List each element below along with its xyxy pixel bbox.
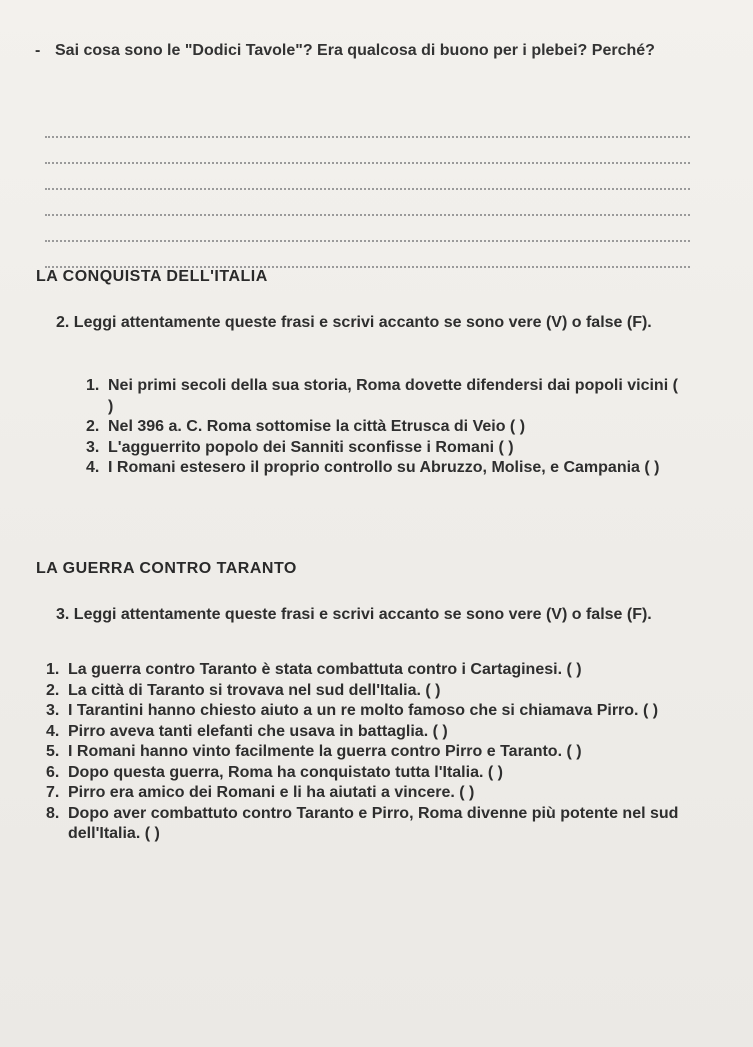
answer-lines[interactable] (45, 112, 690, 268)
list-item[interactable]: 3. I Tarantini hanno chiesto aiuto a un re molto famoso che si chiamava Pirro. ( ) (46, 702, 659, 719)
answer-line[interactable] (45, 190, 690, 216)
statements-list-1 (86, 376, 686, 479)
question-3: 3. Leggi attentamente queste frasi e scrivi accanto se sono vere (V) o false (F). (56, 606, 652, 623)
answer-line[interactable] (45, 242, 690, 268)
list-item[interactable]: 5. I Romani hanno vinto facilmente la guerra contro Pirro e Taranto. ( ) (46, 743, 582, 760)
intro-question-text: Sai cosa sono le "Dodici Tavole"? Era qualcosa di buono per i plebei? Perché? (55, 42, 655, 59)
list-item[interactable]: 8. Dopo aver combattuto contro Taranto e Pirro, Roma divenne più potente nel sud dell'Italia. ( ) (46, 804, 679, 842)
intro-question (35, 40, 695, 61)
list-item[interactable]: 1. Nei primi secoli della sua storia, Roma dovette difendersi dai popoli vicini ( ) (86, 377, 678, 415)
list-item[interactable]: 6. Dopo questa guerra, Roma ha conquistato tutta l'Italia. ( ) (46, 763, 503, 781)
question-2: 2. Leggi attentamente queste frasi e scrivi accanto se sono vere (V) o false (F). (56, 314, 652, 331)
statements-list-2 (46, 660, 696, 845)
list-item[interactable]: 2. Nel 396 a. C. Roma sottomise la città Etrusca di Veio ( ) (86, 418, 526, 435)
list-item[interactable]: 7. Pirro era amico dei Romani e li ha aiutati a vincere. ( ) (46, 784, 475, 801)
list-item[interactable]: 4. Pirro aveva tanti elefanti che usava in battaglia. ( ) (46, 722, 448, 740)
section-title-taranto: LA GUERRA CONTRO TARANTO (36, 560, 297, 577)
answer-line[interactable] (45, 216, 690, 242)
intro-bullet: - (35, 42, 41, 59)
list-item[interactable]: 4. I Romani estesero il proprio controllo su Abruzzo, Molise, e Campania ( ) (86, 459, 660, 476)
list-item[interactable]: 1. La guerra contro Taranto è stata combattuta contro i Cartaginesi. ( ) (46, 661, 582, 678)
answer-line[interactable] (45, 164, 690, 190)
list-item[interactable]: 3. L'agguerrito popolo dei Sanniti sconfisse i Romani ( ) (86, 438, 514, 456)
answer-line[interactable] (45, 112, 690, 138)
section-title-conquista: LA CONQUISTA DELL'ITALIA (36, 268, 268, 285)
answer-line[interactable] (45, 138, 690, 164)
list-item[interactable]: 2. La città di Taranto si trovava nel sud dell'Italia. ( ) (46, 681, 441, 699)
